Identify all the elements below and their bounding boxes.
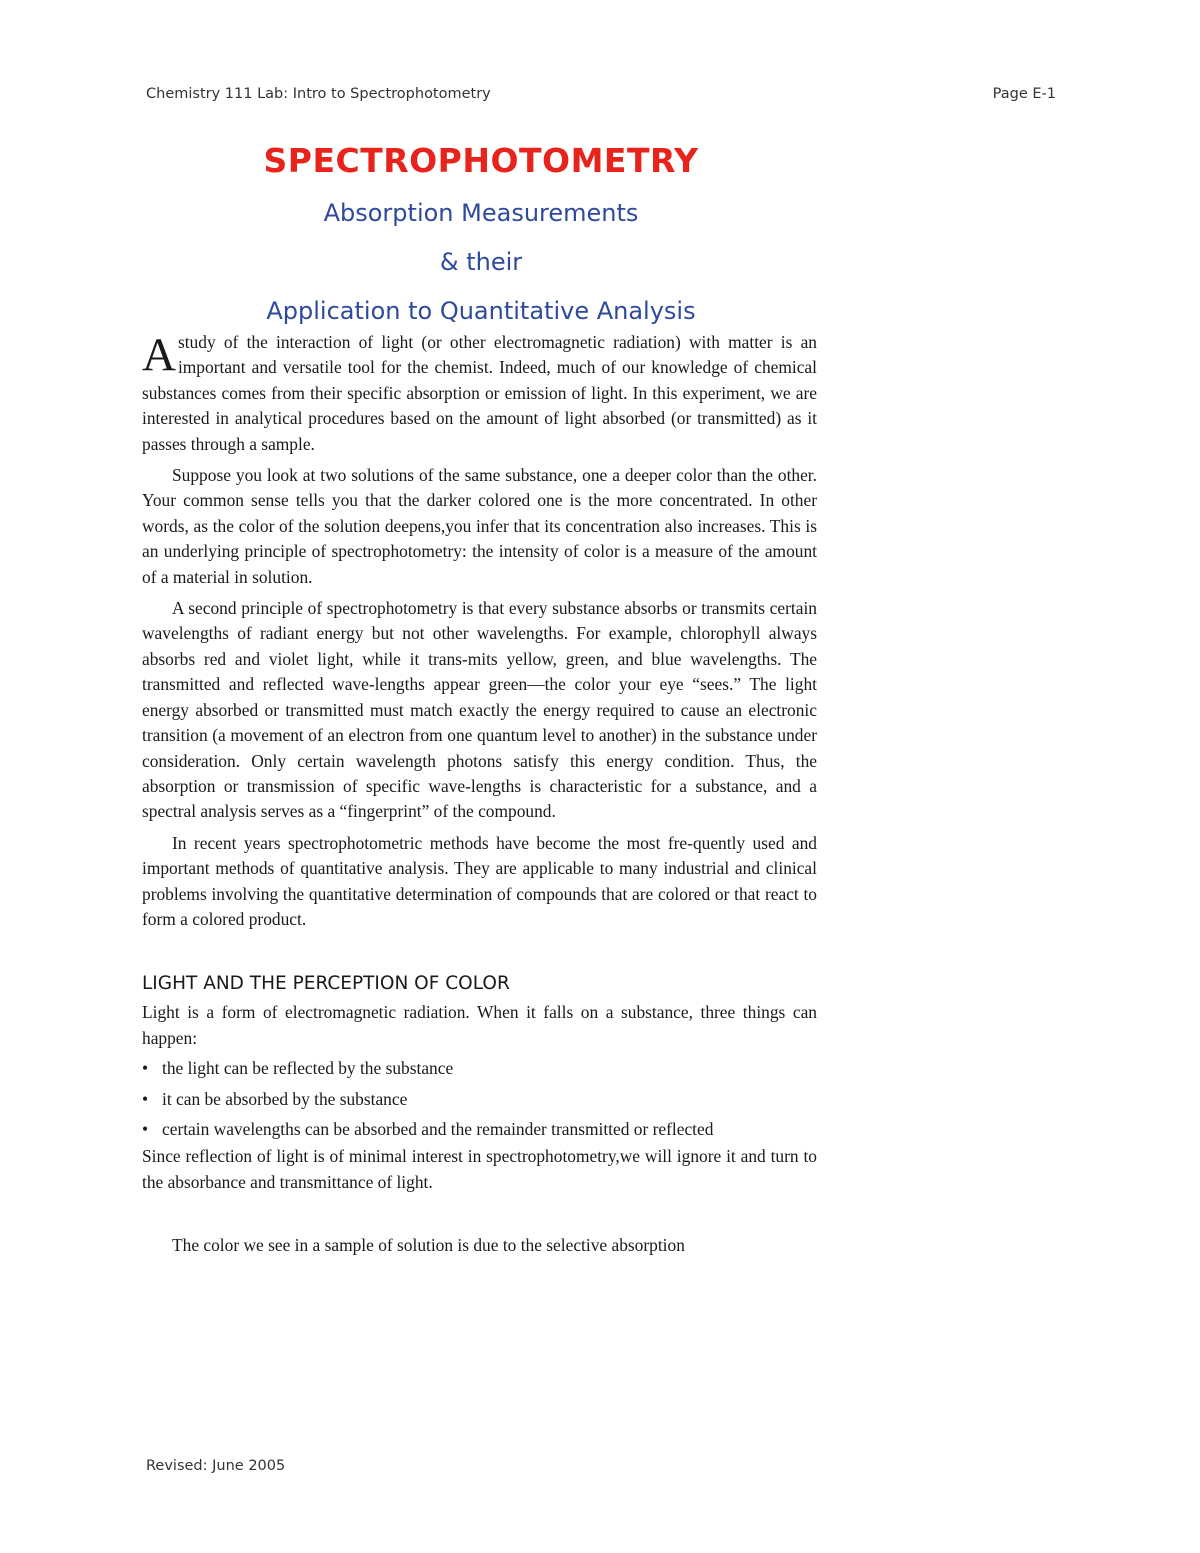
header-course-title: Chemistry 111 Lab: Intro to Spectrophotometry	[146, 86, 491, 102]
subtitle-line-3: Application to Quantitative Analysis	[266, 297, 696, 325]
section-after-list: Since reflection of light is of minimal interest in spectrophotometry,we will ignore it and turn to the absorbance and transmittance of light.	[142, 1146, 817, 1192]
paragraph-wavelengths: A second principle of spectrophotometry is that every substance absorbs or transmits certain wavelengths of radiant energy but not other wavelengths. For example, chlorophyll always absorbs red and violet light, while it trans-mits yellow, green, and blue wavelengths. The transmitted and reflected wave-lengths appear green—the color your eye “sees.” The light energy absorbed or transmitted must match exactly the energy required to cause an electronic transition (a movement of an electron from one quantum level to another) in the substance under consideration. Only certain wavelength photons satisfy this energy condition. Thus, the absorption or transmission of specific wave-lengths is characteristic for a substance, and a spectral analysis serves as a “fingerprint” of the compound.	[142, 598, 817, 822]
footer-revision: Revised: June 2005	[146, 1458, 286, 1474]
intro-paragraph	[142, 330, 817, 457]
paragraph-color-intensity: Suppose you look at two solutions of the same substance, one a deeper color than the other. Your common sense tells you that the darker colored one is the more concentrated. In other words, as the color of the solution deepens,you infer that its concentration also increases. This is an underlying principle of spectrophotometry: the intensity of color is a measure of the amount of a material in solution.	[142, 465, 817, 587]
drop-cap: A	[142, 329, 176, 381]
bullet-icon: •	[142, 1088, 149, 1109]
subtitle-line-1: Absorption Measurements	[323, 199, 639, 227]
bullet-icon: •	[142, 1058, 149, 1079]
list-item: • certain wavelengths can be absorbed and the remainder transmitted or reflected	[142, 1117, 817, 1142]
main-title: SPECTROPHOTOMETRY	[263, 141, 699, 180]
running-header	[146, 86, 1056, 102]
list-item: • the light can be reflected by the substance	[142, 1056, 817, 1081]
list-item: • it can be absorbed by the substance	[142, 1087, 817, 1112]
subtitle-line-2: & their	[439, 248, 523, 276]
title-block	[146, 136, 816, 326]
section-intro: Light is a form of electromagnetic radiation. When it falls on a substance, three things can happen:	[142, 1002, 817, 1048]
body-text	[142, 330, 817, 1259]
section-heading: LIGHT AND THE PERCEPTION OF COLOR	[142, 973, 510, 995]
bullet-list	[142, 1056, 817, 1142]
paragraph-methods: In recent years spectrophotometric methods have become the most fre-quently used and important methods of quantitative analysis. They are applicable to many industrial and clinical problems involving the quantitative determination of compounds that are colored or that react to form a colored product.	[142, 832, 817, 929]
paragraph-selective-absorption: The color we see in a sample of solution is due to the selective absorption	[172, 1235, 685, 1256]
bullet-icon: •	[142, 1118, 149, 1139]
page-number: Page E-1	[992, 86, 1056, 102]
intro-text: study of the interaction of light (or other electromagnetic radiation) with matter is an important and versatile tool for the chemist. Indeed, much of our knowledge of chemical substances comes from their specific absorption or emission of light. In this experiment, we are interested in analytical procedures based on the amount of light absorbed (or transmitted) as it passes through a sample.	[142, 332, 817, 454]
